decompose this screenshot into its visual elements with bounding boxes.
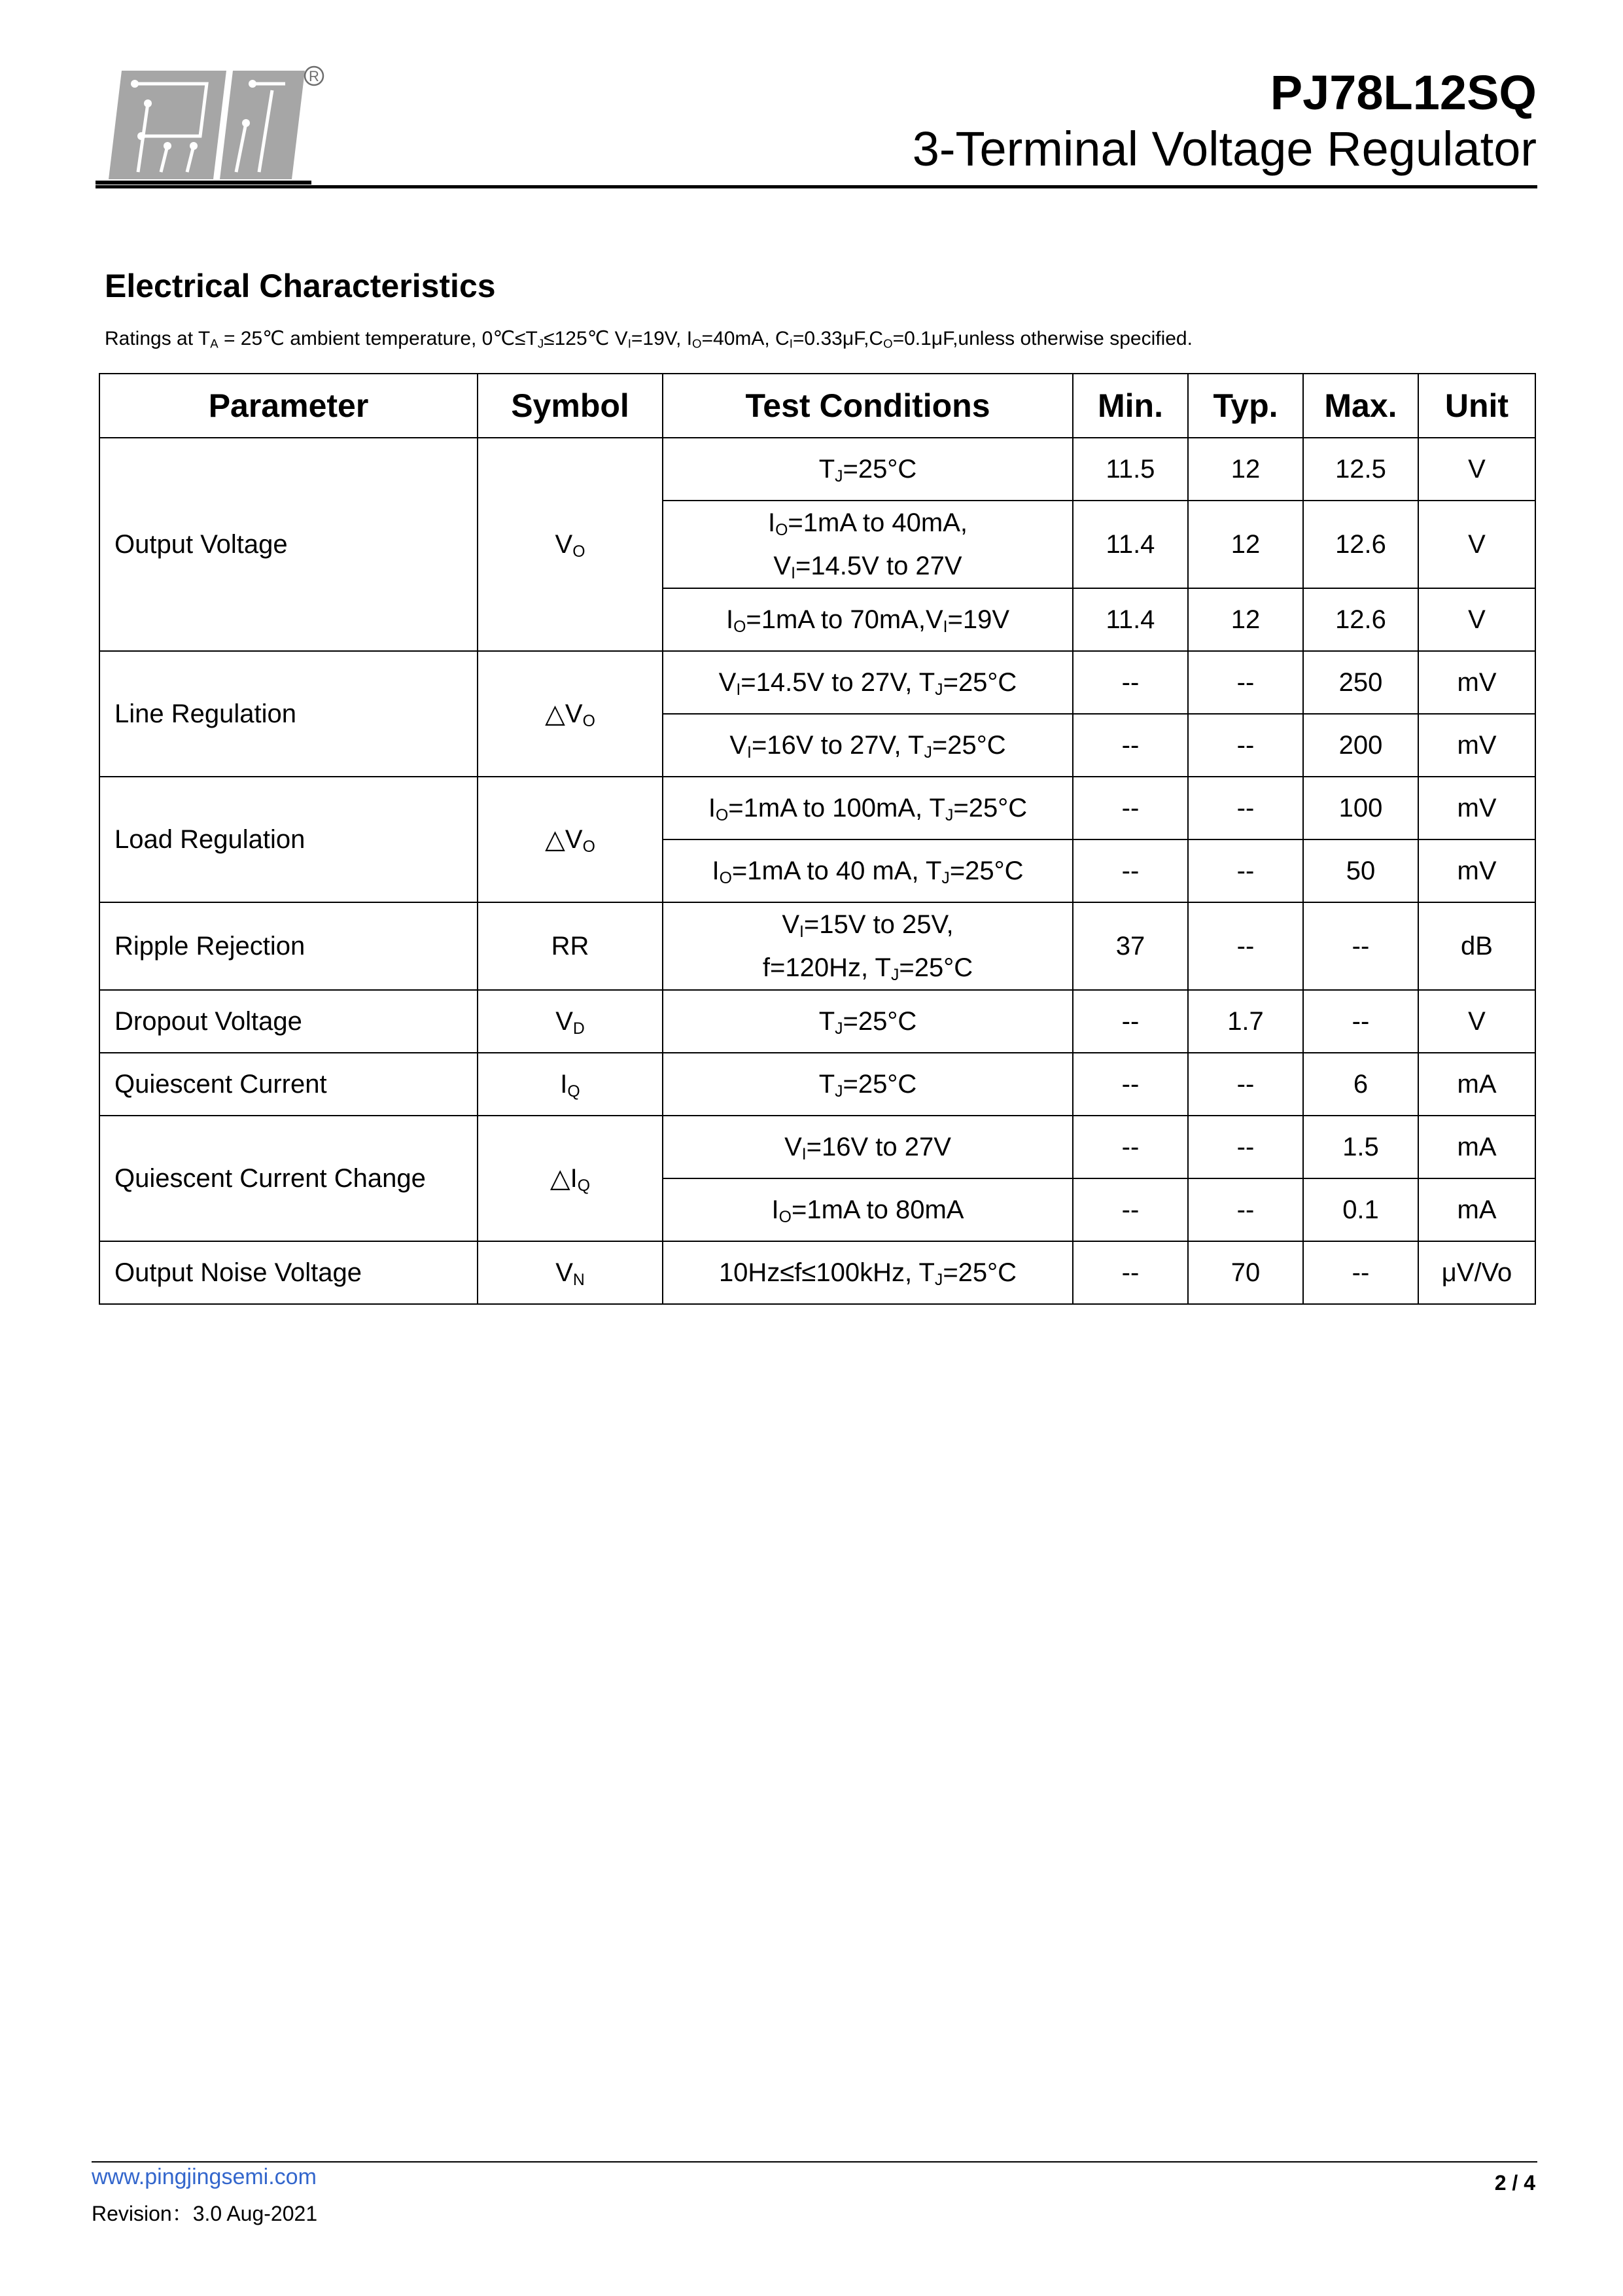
unit-cell: mV: [1418, 651, 1535, 714]
min-cell: 37: [1073, 902, 1188, 990]
min-cell: --: [1073, 1116, 1188, 1178]
unit-cell: V: [1418, 588, 1535, 651]
unit-cell: mA: [1418, 1053, 1535, 1116]
unit-cell: mA: [1418, 1116, 1535, 1178]
parameter-cell: Quiescent Current: [99, 1053, 478, 1116]
condition-cell: $T_J=25^\circ C$: [663, 1053, 1073, 1116]
condition-cell: $T_J=25^\circ C$: [663, 990, 1073, 1053]
table-row: [99, 990, 1535, 1053]
typ-cell: 12: [1188, 588, 1303, 651]
min-cell: --: [1073, 651, 1188, 714]
header-unit: Unit: [1418, 374, 1535, 438]
table-row: [99, 438, 1535, 501]
header-typ: Typ.: [1188, 374, 1303, 438]
max-cell: --: [1303, 1241, 1418, 1304]
max-cell: 50: [1303, 839, 1418, 902]
typ-cell: 12: [1188, 501, 1303, 588]
min-cell: --: [1073, 990, 1188, 1053]
table-row: [99, 1241, 1535, 1304]
parameter-cell: Output Voltage: [99, 438, 478, 651]
max-cell: 1.5: [1303, 1116, 1418, 1178]
header-title: [913, 65, 1537, 178]
unit-cell: V: [1418, 438, 1535, 501]
condition-cell: $V_I=16V$ to 27V, $T_J=25^\circ C$: [663, 714, 1073, 777]
typ-cell: --: [1188, 839, 1303, 902]
max-cell: 12.6: [1303, 501, 1418, 588]
condition-cell: $V_I=14.5V$ to 27V, $T_J=25^\circ C$: [663, 651, 1073, 714]
unit-cell: mV: [1418, 777, 1535, 839]
unit-cell: μV/Vo: [1418, 1241, 1535, 1304]
parameter-cell: Line Regulation: [99, 651, 478, 777]
min-cell: --: [1073, 839, 1188, 902]
min-cell: 11.4: [1073, 588, 1188, 651]
header-parameter: Parameter: [99, 374, 478, 438]
parameter-cell: Dropout Voltage: [99, 990, 478, 1053]
symbol-cell: $\triangle V_O$: [478, 777, 663, 902]
min-cell: --: [1073, 777, 1188, 839]
symbol-cell: $I_Q$: [478, 1053, 663, 1116]
condition-cell: $V_I=15V$ to 25V, f=120Hz, $T_J=25^\circ C$: [663, 902, 1073, 990]
unit-cell: V: [1418, 501, 1535, 588]
condition-cell: $I_O=1mA$ to 80mA: [663, 1178, 1073, 1241]
min-cell: --: [1073, 1053, 1188, 1116]
page-number: 2 / 4: [1494, 2171, 1535, 2195]
max-cell: --: [1303, 902, 1418, 990]
unit-cell: V: [1418, 990, 1535, 1053]
unit-cell: mV: [1418, 839, 1535, 902]
ratings-note: Ratings at $T_A$ = 25℃ ambient temperature, $0℃\le T_J\le 125℃$ $V_I=19V$, $I_O=40mA$, $C_I=0.33\mu F,C_O=0.1\mu F,unless$ otherwise specified.: [105, 328, 1193, 351]
registered-mark: R: [309, 68, 319, 84]
symbol-cell: $V_O$: [478, 438, 663, 651]
header-max: Max.: [1303, 374, 1418, 438]
table-row: [99, 1116, 1535, 1178]
max-cell: 200: [1303, 714, 1418, 777]
min-cell: --: [1073, 1178, 1188, 1241]
min-cell: 11.5: [1073, 438, 1188, 501]
typ-cell: --: [1188, 1116, 1303, 1178]
min-cell: 11.4: [1073, 501, 1188, 588]
typ-cell: --: [1188, 1053, 1303, 1116]
symbol-cell: $V_N$: [478, 1241, 663, 1304]
min-cell: --: [1073, 714, 1188, 777]
table-header-row: [99, 374, 1535, 438]
symbol-cell: $V_D$: [478, 990, 663, 1053]
max-cell: 250: [1303, 651, 1418, 714]
typ-cell: --: [1188, 902, 1303, 990]
typ-cell: 1.7: [1188, 990, 1303, 1053]
typ-cell: --: [1188, 777, 1303, 839]
header-symbol: Symbol: [478, 374, 663, 438]
symbol-cell: RR: [478, 902, 663, 990]
parameter-cell: Output Noise Voltage: [99, 1241, 478, 1304]
symbol-cell: $\triangle I_Q$: [478, 1116, 663, 1241]
website-link[interactable]: www.pingjingsemi.com: [92, 2164, 317, 2189]
condition-cell: $I_O=1mA$ to 40mA, $V_I=14.5V$ to 27V: [663, 501, 1073, 588]
company-logo: [96, 64, 324, 186]
max-cell: 12.5: [1303, 438, 1418, 501]
typ-cell: 70: [1188, 1241, 1303, 1304]
parameter-cell: Load Regulation: [99, 777, 478, 902]
condition-cell: $I_O=1mA$ to 100mA, $T_J=25^\circ C$: [663, 777, 1073, 839]
unit-cell: mV: [1418, 714, 1535, 777]
max-cell: 100: [1303, 777, 1418, 839]
document-subtitle: 3-Terminal Voltage Regulator: [912, 122, 1537, 176]
typ-cell: --: [1188, 1178, 1303, 1241]
table-row: [99, 902, 1535, 990]
typ-cell: 12: [1188, 438, 1303, 501]
table-row: [99, 651, 1535, 714]
parameter-cell: Quiescent Current Change: [99, 1116, 478, 1241]
logo-text: PJ: [96, 64, 97, 65]
max-cell: 6: [1303, 1053, 1418, 1116]
parameter-cell: Ripple Rejection: [99, 902, 478, 990]
unit-cell: mA: [1418, 1178, 1535, 1241]
condition-cell: 10Hz≤f≤100kHz, $T_J=25^\circ C$: [663, 1241, 1073, 1304]
header-divider: [96, 185, 1537, 188]
symbol-cell: $\triangle V_O$: [478, 651, 663, 777]
unit-cell: dB: [1418, 902, 1535, 990]
part-number: PJ78L12SQ: [1270, 65, 1537, 120]
revision-text: Revision：3.0 Aug-2021: [92, 2202, 318, 2225]
electrical-characteristics-table: [99, 373, 1536, 1305]
condition-cell: $V_I=16V$ to 27V: [663, 1116, 1073, 1178]
max-cell: 0.1: [1303, 1178, 1418, 1241]
footer-divider: [92, 2161, 1537, 2163]
max-cell: --: [1303, 990, 1418, 1053]
condition-cell: $I_O=1mA$ to 40 mA, $T_J=25^\circ C$: [663, 839, 1073, 902]
section-title: Electrical Characteristics: [105, 268, 496, 304]
typ-cell: --: [1188, 714, 1303, 777]
condition-cell: $I_O=1mA$ to $70mA,V_I=19V$: [663, 588, 1073, 651]
table-row: [99, 1053, 1535, 1116]
min-cell: --: [1073, 1241, 1188, 1304]
condition-cell: $T_J=25^\circ C$: [663, 438, 1073, 501]
header-min: Min.: [1073, 374, 1188, 438]
table-row: [99, 777, 1535, 839]
typ-cell: --: [1188, 651, 1303, 714]
header-test-conditions: Test Conditions: [663, 374, 1073, 438]
max-cell: 12.6: [1303, 588, 1418, 651]
